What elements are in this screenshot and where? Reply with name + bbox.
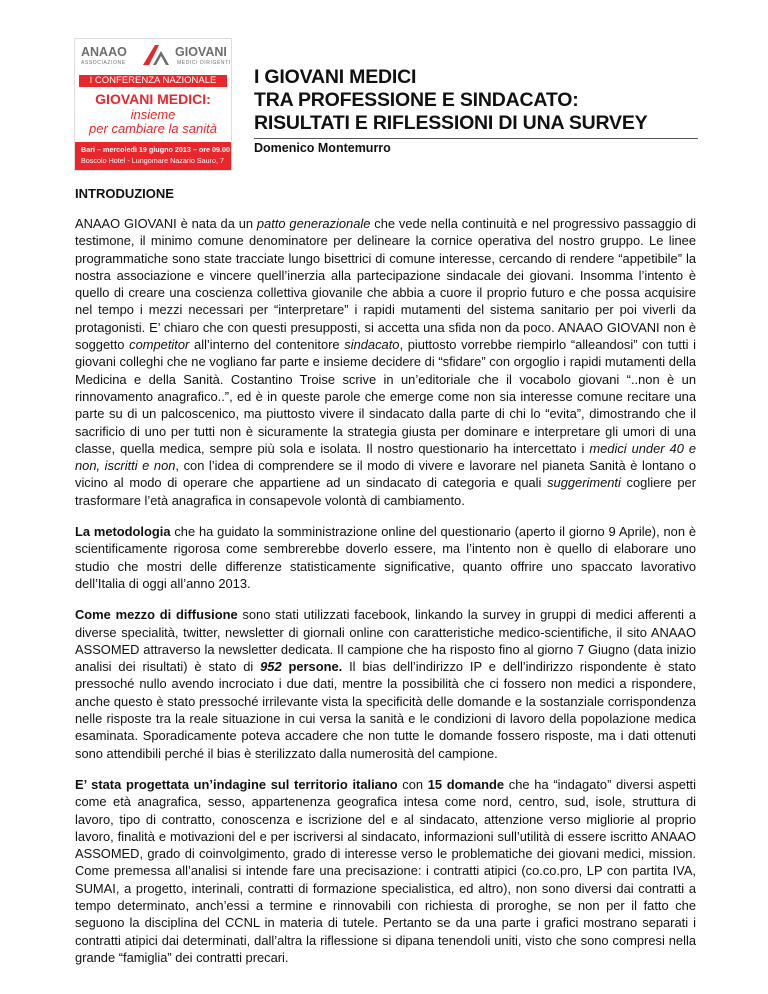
text-run: che vede nella continuità e nel progressivo passaggio di testimone, il minimo comune denominatore per delineare la cornice operativa del nostro gruppo. Le linee programmatiche sono state tracciate lungo bisettrici di comune interesse, cercando di rendere “appetibile” la nostra associazione e vincere quell’inerzia alla partecipazione sindacale dei giovani. Insomma l’intento è quello di creare una coscienza collettiva giovanile che abbia a cuore il proprio futuro e che possa acquisire nel tempo i mezzi necessari per “interpretare” i rapidi mutamenti del sistema sanitario per poi viverli da protagonisti. E’ chiaro che con questi presupposti, si accetta una sfida non da poco. ANAAO GIOVANI non è soggetto [75, 216, 696, 353]
brand-left-text: ANAAO [81, 45, 127, 59]
text-run: , piuttosto vorrebbe riempirlo “alleandosi” con tutti i giovani colleghi che ne vogliano far parte e insieme decidere di “sfidare” con orgoglio i rapidi mutamenti della Medicina e della Sanità. Costantino Troise scrive in un’editoriale che il vocabolo giovani “..non è un rinnovamento anagrafico..”, ed è in queste parole che emerge come non sia interesse comune recitare una parte su di un palcoscenico, ma piuttosto vivere il sindacato dalla parte di chi lo “evita”, dimostrando che il sacrificio di uno per tutti non è sicuramente la strategia giusta per dominare e interpretare gli umori di una classe, quella medica, sempre più sola e isolata. Il nostro questionario ha intercettato i [75, 337, 696, 456]
text-run: con [397, 776, 428, 792]
emphasis-text: sindacato [344, 337, 400, 353]
logo-subtitle-1: insieme [130, 107, 176, 122]
anaao-giovani-brand [75, 43, 231, 73]
brand-right-text: GIOVANI [175, 45, 227, 59]
text-run: , con l’idea di comprendere se il modo di vivere e lavorare nel pianeta Sanità è lontano o vicino al modo di operare che appartiene ad un sindacato di categoria e quali [75, 458, 696, 491]
document-body [75, 186, 696, 980]
paragraph-intro [75, 215, 696, 509]
paragraph-indagine [75, 776, 696, 966]
title-line-1: I GIOVANI MEDICI [254, 66, 417, 88]
lead-text: La metodologia [75, 524, 171, 540]
text-run: all’interno del contenitore [189, 337, 345, 353]
brand-sub-left-text: ASSOCIAZIONE [81, 60, 126, 66]
author-name: Domenico Montemurro [254, 141, 391, 155]
brand-sub-right-text: MEDICI DIRIGENTI [177, 60, 231, 66]
text-run: cogliere per trasformare l’età anagrafica in consapevole volontà di cambiamento. [75, 475, 696, 508]
paragraph-diffusione [75, 606, 696, 762]
text-run: persone. [281, 659, 343, 675]
title-line-3: RISULTATI E RIFLESSIONI DI UNA SURVEY [254, 112, 648, 134]
text-run: che ha guidato la somministrazione online del questionario (aperto il giorno 9 Aprile), non è scientificamente rigorosa come sembrerebbe doverlo essere, ma l’intento non è quello di elaborare uno studio che mostri delle differenze statisticamente significative, quanto offrire uno spaccato lavorativo dell’Italia di oggi all’anno 2013. [75, 524, 696, 591]
emphasis-text: suggerimenti [547, 475, 621, 491]
logo-subtitle-2: per cambiare la sanità [89, 121, 217, 136]
anaao-logo-mark-icon [141, 43, 171, 67]
emphasis-text: medici under 40 e non, iscritti e non [75, 440, 696, 474]
question-count: 15 domande [427, 776, 505, 792]
text-run: che ha “indagato” diversi aspetti come età anagrafica, sesso, appartenenza geografica intesa come nord, centro, sud, isole, struttura di lavoro, tipo di contratto, conoscenza e iscrizione del e al sindacato, attenzione verso migliorie al proprio lavoro, finalità e motivazioni del e per iscriversi al sindacato, informazioni sull’utilità di essere iscritto ANAAO ASSOMED, grado di coinvolgimento, grado di interesse verso le problematiche dei giovani medici, mission. Come premessa all’analisi si intende fare una precisazione: i contratti atipici (co.co.pro, LP con partita IVA, SUMAI, a progetto, interinali, contratti di formazione specialistica, ed altro), non sono diversi dai contratti a tempo determinato, anch’essi a termine e rinnovabili con richiesta di proroghe, se non per il fatto che seguono la disciplina del CCNL in materia di tutele. Pertanto se da una parte i grafici mostrano separati i contratti atipici dai determinati, dall’altra la riflessione si dipana tenendoli uniti, visto che sono compresi nella grande “famiglia” dei contratti precari. [75, 776, 696, 965]
lead-text: E’ stata progettata un’indagine sul territorio italiano [75, 776, 398, 792]
logo-footer [75, 142, 231, 170]
text-run: sono stati utilizzati facebook, linkando la survey in gruppi di medici afferenti a diverse specialità, twitter, newsletter di giornali online con caratteristiche medico-scientifiche, il sito ANAAO ASSOMED attraverso la newsletter dedicata. Il campione che ha risposto fino al giorno 7 Giugno (data inizio analisi dei risultati) è stato di [75, 607, 696, 675]
logo-title: GIOVANI MEDICI: [95, 91, 211, 107]
title-divider [254, 138, 698, 139]
title-line-2: TRA PROFESSIONE E SINDACATO: [254, 89, 579, 111]
conference-banner: I CONFERENZA NAZIONALE [79, 75, 227, 87]
conference-logo [74, 38, 232, 171]
text-run: ANAAO GIOVANI è nata da un [75, 216, 257, 231]
event-date: Bari – mercoledì 19 giugno 2013 – ore 09.00 [81, 145, 231, 154]
section-heading-introduzione: INTRODUZIONE [75, 186, 174, 201]
sample-size: 952 [260, 659, 282, 675]
document-title [254, 66, 654, 135]
paragraph-metodologia [75, 523, 696, 592]
text-run: Il bias dell’indirizzo IP e dell’indirizzo rispondente è stato pressoché nullo avendo incrociato i due dati, mentre la possibilità che ci fossero non medici a rispondere, anche questo è stato pressoché irrilevante vista la specificità delle domande e la sostanziale corrispondenza nelle risposte tra la reale situazione in cui versa la sanità e le condizioni di lavoro della popolazione medica esaminata. Sporadicamente poteva accadere che non tutte le domande fossero risposte, ma i dati ottenuti sono attendibili perché il bias è sterilizzato dalla numerosità del campione. [75, 659, 696, 761]
lead-text: Come mezzo di diffusione [75, 607, 238, 623]
emphasis-text: patto generazionale [256, 216, 371, 231]
emphasis-text: competitor [129, 337, 190, 353]
event-venue: Boscolo Hotel - Lungomare Nazario Sauro, 7 [81, 156, 225, 165]
